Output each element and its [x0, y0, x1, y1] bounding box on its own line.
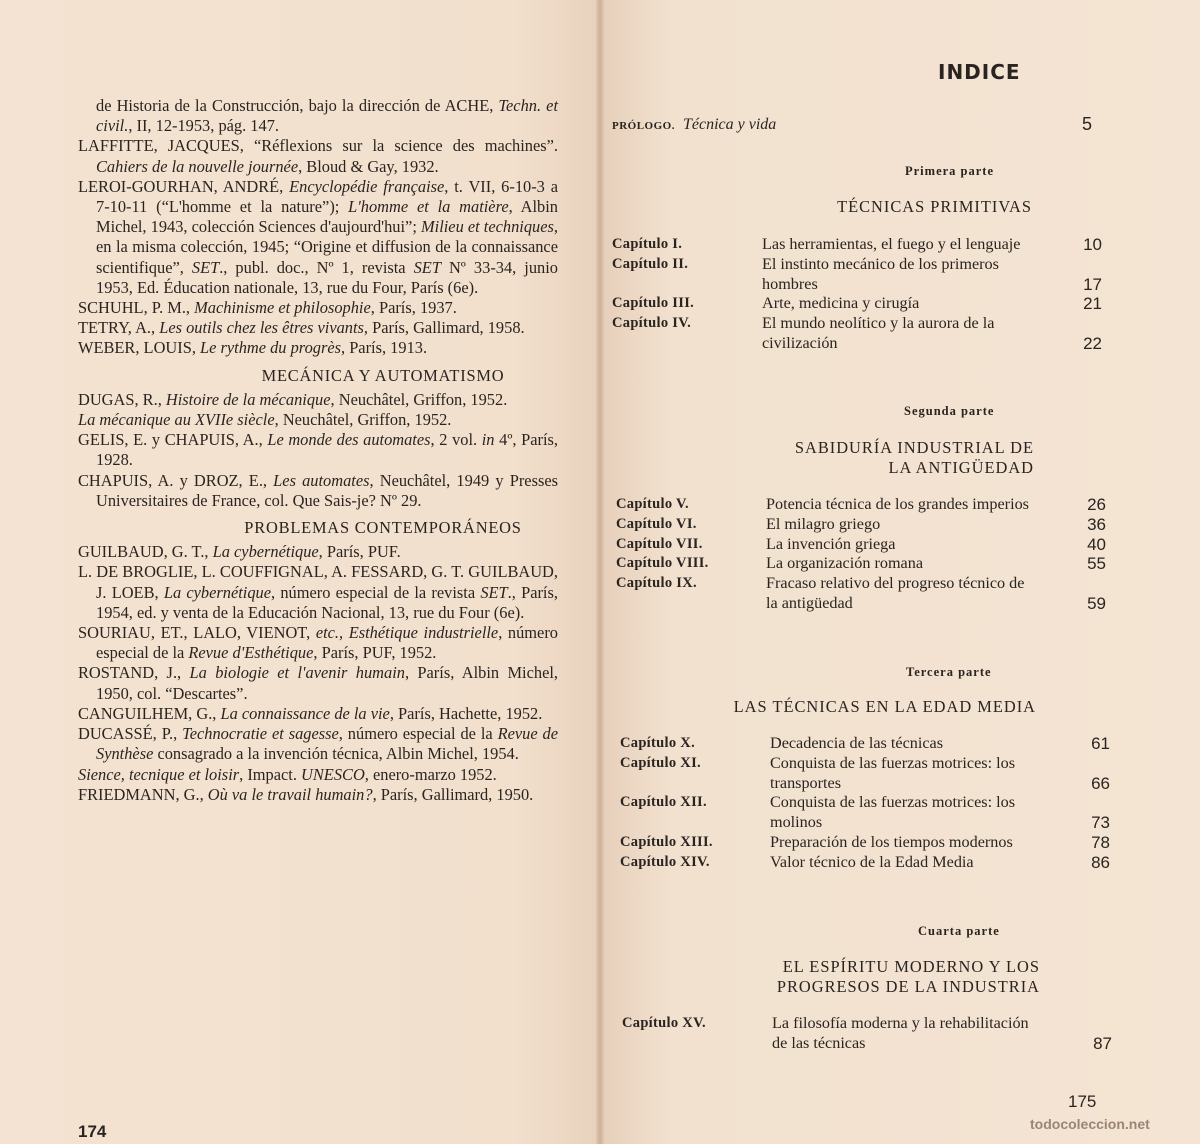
- entry-text: , t. VII, 6-10-3 a 7-10-11 (“L'homme et la nature”);: [96, 176, 559, 217]
- chapter-label: Capítulo XIII.: [620, 833, 713, 850]
- bibliography-entry: [78, 177, 558, 298]
- work-title: La cybernétique: [212, 542, 319, 562]
- chapter-row: [620, 793, 1110, 833]
- chapter-title: Conquista de las fuerzas motrices: los transportes: [770, 753, 1016, 792]
- work-title: Techn. et civil.: [96, 96, 559, 136]
- chapter-row: [616, 554, 1106, 574]
- chapter-page: 21: [1083, 294, 1102, 314]
- entry-text: , París, Gallimard, 1950.: [372, 784, 534, 804]
- bibliography-entry: [78, 430, 558, 470]
- entry-text: , París, Gallimard, 1958.: [363, 318, 525, 338]
- chapter-page: 10: [1083, 235, 1102, 254]
- work-title: etc., Esthétique industrielle: [315, 623, 499, 643]
- chapter-page: 66: [1091, 773, 1110, 793]
- chapter-page: 78: [1091, 832, 1110, 852]
- bibliography-entry: [78, 471, 558, 511]
- chapter-label: Capítulo VIII.: [616, 555, 709, 572]
- bibliography-entry: [78, 390, 558, 410]
- chapter-page: 22: [1083, 333, 1102, 353]
- chapter-row: [620, 833, 1110, 853]
- work-title: La biologie et l'avenir humain: [189, 663, 405, 683]
- bibliography-entry: [78, 338, 558, 358]
- entry-text: , París, Hachette, 1952.: [389, 703, 543, 723]
- chapter-row: [616, 495, 1106, 515]
- entry-text: , Neuchâtel, 1949 y Presses Universitaires de France, col. Que Sais-je? Nº 29.: [96, 470, 558, 510]
- work-title: in: [481, 430, 495, 450]
- work-title: SET: [191, 257, 220, 277]
- entry-text: DUGAS, R.,: [78, 389, 166, 409]
- chapter-label: Capítulo VI.: [616, 515, 697, 532]
- entry-text: , Albin Michel, 1943, colección Sciences d'aujourd'hui”;: [96, 197, 558, 237]
- chapter-title: La organización romana: [766, 554, 924, 573]
- entry-text: , Bloud & Gay, 1932.: [298, 156, 439, 176]
- work-title: Revue d'Esthétique: [188, 643, 314, 663]
- work-title: La cybernétique: [163, 582, 272, 602]
- work-title: Cahiers de la nouvelle journée: [96, 156, 299, 176]
- bibliography-entry: [78, 318, 558, 338]
- entry-text: , número especial de la: [338, 724, 498, 744]
- chapter-title: Potencia técnica de los grandes imperios: [766, 495, 1029, 513]
- chapter-row: [620, 734, 1110, 754]
- work-title: Le monde des automates: [267, 430, 431, 450]
- index-title: INDICE: [938, 60, 1021, 84]
- entry-text: , París, Albin Michel, 1950, col. “Descartes”.: [96, 663, 558, 703]
- part-title-line: PROGRESOS DE LA INDUSTRIA: [776, 977, 1040, 996]
- part-title-1: [837, 197, 1032, 217]
- chapter-page: 59: [1087, 593, 1106, 613]
- chapter-row: [612, 294, 1102, 314]
- entry-text: SOURIAU, ET., LALO, VIENOT,: [78, 623, 316, 643]
- entry-text: ., publ. doc., Nº 1, revista: [219, 257, 414, 277]
- bibliography-entry: [78, 663, 558, 703]
- bibliography-entry: [78, 765, 558, 785]
- entry-text: ., París, 1954, ed. y venta de la Educación Nacional, 13, rue du Four (6e).: [96, 582, 558, 622]
- prologue-page: 5: [1081, 114, 1092, 134]
- entry-text: Nº 33-34, junio 1953, Ed. Éducation nationale, 13, rue du Four, París (6e).: [96, 257, 558, 297]
- entry-text: , Impact.: [239, 764, 302, 784]
- work-title: La connaissance de la vie: [220, 703, 390, 723]
- work-title: Sience, tecnique et loisir: [78, 764, 240, 784]
- chapter-title: Valor técnico de la Edad Media: [770, 852, 974, 871]
- chapter-page: 40: [1087, 534, 1106, 554]
- entry-text: MECÁNICA Y AUTOMATISMO: [261, 365, 505, 385]
- bibliography-entry: [78, 136, 558, 176]
- chapter-list-4: [622, 1014, 1112, 1054]
- entry-text: WEBER, LOUIS,: [78, 338, 201, 358]
- chapter-page: 17: [1083, 274, 1102, 294]
- section-heading: [78, 518, 558, 538]
- bibliography-entry: [78, 298, 558, 318]
- chapter-title: Fracaso relativo del progreso técnico de la antigüedad: [766, 574, 1025, 612]
- chapter-title: El instinto mecánico de los primeros hombres: [762, 254, 999, 293]
- chapter-row: [612, 235, 1102, 255]
- section-heading: [78, 366, 558, 386]
- part-title-line: TÉCNICAS PRIMITIVAS: [837, 197, 1032, 216]
- entry-text: FRIEDMANN, G.,: [78, 784, 208, 804]
- page-number-left: 174: [78, 1122, 107, 1141]
- entry-text: DUCASSÉ, P.,: [78, 724, 183, 744]
- chapter-label: Capítulo II.: [612, 255, 689, 272]
- bibliography-list: [78, 96, 558, 805]
- chapter-label: Capítulo I.: [612, 236, 683, 252]
- entry-text: CHAPUIS, A. y DROZ, E.,: [78, 470, 274, 490]
- entry-text: ROSTAND, J.,: [78, 663, 190, 683]
- part-title-line: EL ESPÍRITU MODERNO Y LOS: [782, 957, 1040, 976]
- chapter-title: Preparación de los tiempos modernos: [770, 832, 1013, 851]
- part-title-2: [795, 438, 1034, 478]
- chapter-row: [616, 574, 1106, 614]
- chapter-page: 87: [1093, 1033, 1112, 1053]
- entry-text: , París, 1937.: [370, 298, 457, 318]
- entry-text: , París, PUF.: [318, 542, 401, 562]
- chapter-label: Capítulo XIV.: [620, 853, 710, 870]
- part-title-line: LAS TÉCNICAS EN LA EDAD MEDIA: [733, 697, 1036, 716]
- chapter-label: Capítulo V.: [616, 496, 689, 512]
- chapter-title: Conquista de las fuerzas motrices: los molinos: [770, 793, 1016, 832]
- bibliography-entry: [78, 410, 558, 430]
- part-label-3: Tercera parte: [906, 665, 992, 679]
- work-title: Où va le travail humain?: [207, 784, 373, 804]
- chapter-page: 61: [1091, 734, 1110, 753]
- chapter-title: El mundo neolítico y la aurora de la civilización: [762, 314, 995, 352]
- part-title-4: [777, 957, 1040, 997]
- part-label-4: Cuarta parte: [918, 924, 1000, 938]
- entry-text: CANGUILHEM, G.,: [78, 703, 221, 723]
- work-title: Milieu et techniques: [420, 217, 554, 237]
- chapter-row: [612, 314, 1102, 354]
- page-number-right: 175: [1068, 1092, 1097, 1111]
- chapter-label: Capítulo X.: [620, 735, 696, 751]
- entry-text: , enero-marzo 1952.: [364, 764, 497, 784]
- chapter-page: 26: [1087, 495, 1106, 514]
- work-title: Les automates: [273, 470, 370, 490]
- entry-text: , Neuchâtel, Griffon, 1952.: [274, 410, 452, 430]
- chapter-list-2: [616, 495, 1106, 614]
- chapter-title: Arte, medicina y cirugía: [762, 294, 920, 313]
- work-title: Les outils chez les êtres vivants: [159, 318, 364, 338]
- part-label-1: Primera parte: [905, 164, 995, 178]
- work-title: L'homme et la matière: [348, 197, 509, 217]
- prologue-title: Técnica y vida: [682, 116, 777, 133]
- chapter-title: La invención griega: [766, 534, 896, 553]
- part-title-3: [734, 697, 1036, 717]
- entry-text: de Historia de la Construcción, bajo la dirección de ACHE,: [96, 96, 499, 115]
- part-title-line: SABIDURÍA INDUSTRIAL DE: [794, 438, 1034, 457]
- work-title: Revue de Synthèse: [96, 724, 558, 764]
- entry-text: , París, PUF, 1952.: [313, 643, 437, 663]
- entry-text: GUILBAUD, G. T.,: [78, 542, 213, 562]
- part-title-line: LA ANTIGÜEDAD: [888, 458, 1034, 477]
- entry-text: , número especial de la revista: [271, 582, 481, 602]
- chapter-list-3: [620, 734, 1110, 873]
- entry-text: , Neuchâtel, Griffon, 1952.: [330, 389, 508, 409]
- entry-text: LAFFITTE, JACQUES, “Réflexions sur la science des machines”.: [78, 136, 558, 156]
- chapter-label: Capítulo IX.: [616, 575, 697, 592]
- chapter-row: [616, 535, 1106, 555]
- chapter-label: Capítulo IV.: [612, 315, 692, 332]
- entry-text: consagrado a la invención técnica, Albin Michel, 1954.: [153, 744, 519, 764]
- work-title: La mécanique au XVIIe siècle: [78, 410, 275, 430]
- bibliography-entry: [78, 785, 558, 805]
- entry-text: , París, 1913.: [341, 338, 428, 358]
- entry-text: , 2 vol.: [430, 430, 482, 450]
- chapter-row: [620, 853, 1110, 873]
- entry-text: , II, 12-1953, pág. 147.: [128, 116, 279, 136]
- entry-text: L. DE BROGLIE, L. COUFFIGNAL, A. FESSARD, G. T. GUILBAUD, J. LOEB,: [78, 562, 558, 602]
- chapter-page: 86: [1091, 852, 1110, 872]
- bibliography-entry: [78, 542, 558, 562]
- chapter-title: Las herramientas, el fuego y el lenguaje: [762, 235, 1021, 253]
- book-gutter: [596, 0, 604, 1144]
- chapter-label: Capítulo XV.: [622, 1015, 706, 1031]
- chapter-title: El milagro griego: [766, 514, 881, 533]
- entry-text: 4º, París, 1928.: [96, 430, 559, 470]
- work-title: Encyclopédie française: [289, 176, 445, 196]
- chapter-page: 73: [1091, 813, 1110, 833]
- bibliography-entry: [78, 623, 558, 663]
- work-title: Technocratie et sagesse: [182, 724, 339, 744]
- chapter-label: Capítulo XI.: [620, 754, 701, 771]
- chapter-row: [620, 754, 1110, 794]
- chapter-title: Decadencia de las técnicas: [770, 734, 944, 752]
- chapter-title: La filosofía moderna y la rehabilitación de las técnicas: [772, 1014, 1029, 1052]
- entry-text: , número especial de la: [96, 623, 558, 663]
- prologue-entry: [612, 116, 1092, 134]
- bibliography-entry: [78, 724, 558, 764]
- prologue-label: PRÓLOGO.: [612, 120, 675, 132]
- work-title: Histoire de la mécanique: [165, 389, 331, 409]
- bibliography-entry: [78, 96, 558, 136]
- part-label-2: Segunda parte: [904, 404, 995, 418]
- work-title: Machinisme et philosophie: [194, 298, 371, 318]
- bibliography-entry: [78, 704, 558, 724]
- work-title: Le rythme du progrès: [200, 338, 341, 358]
- chapter-page: 55: [1087, 554, 1106, 574]
- entry-text: PROBLEMAS CONTEMPORÁNEOS: [244, 518, 522, 538]
- chapter-row: [622, 1014, 1112, 1054]
- work-title: UNESCO: [301, 764, 365, 784]
- entry-text: SCHUHL, P. M.,: [78, 298, 195, 318]
- entry-text: GELIS, E. y CHAPUIS, A.,: [78, 430, 268, 450]
- chapter-row: [616, 515, 1106, 535]
- entry-text: TETRY, A.,: [78, 318, 160, 338]
- bibliography-entry: [78, 562, 558, 623]
- chapter-label: Capítulo VII.: [616, 535, 703, 552]
- chapter-list-1: [612, 235, 1102, 354]
- work-title: SET: [480, 582, 508, 602]
- entry-text: LEROI-GOURHAN, ANDRÉ,: [78, 176, 290, 196]
- chapter-label: Capítulo XII.: [620, 794, 707, 811]
- entry-text: , en la misma colección, 1945; “Origine et diffusion de la connaissance scientifique”,: [96, 217, 558, 277]
- chapter-row: [612, 255, 1102, 295]
- chapter-label: Capítulo III.: [612, 295, 695, 312]
- work-title: SET: [413, 257, 441, 277]
- watermark: todocoleccion.net: [1030, 1116, 1150, 1132]
- chapter-page: 36: [1087, 514, 1106, 534]
